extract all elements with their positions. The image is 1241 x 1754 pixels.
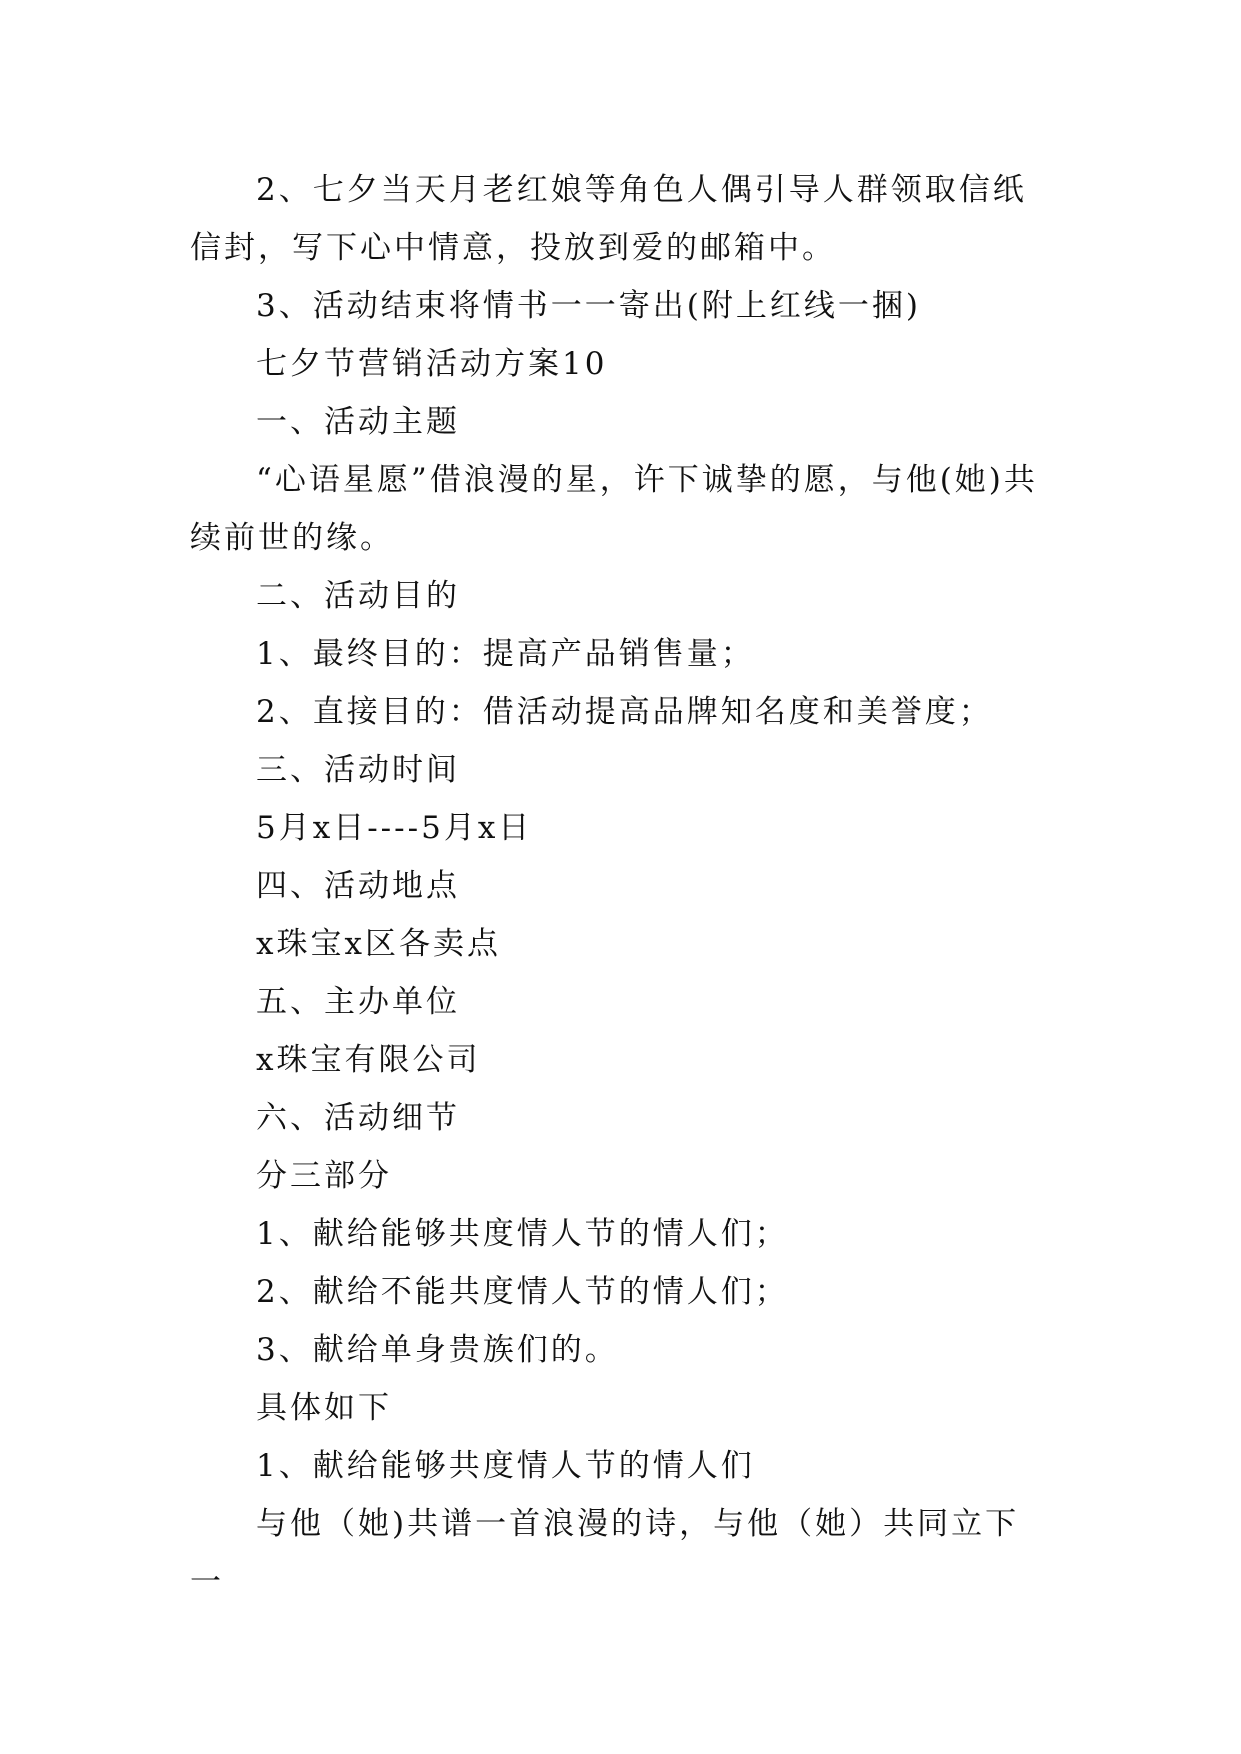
paragraph-theme: “心语星愿”借浪漫的星，许下诚挚的愿，与他(她)共续前世的缘。 [190, 462, 1038, 556]
paragraph-part-1: 1、献给能够共度情人节的情人们； [256, 1216, 789, 1252]
paragraph-1: 3、活动结束将情书一一寄出(附上红线一捆) [256, 288, 921, 324]
paragraph-0: 2、七夕当天月老红娘等角色人偶引导人群领取信纸信封，写下心中情意，投放到爱的邮箱中。 [190, 172, 1027, 266]
paragraph-specifics: 具体如下 [256, 1390, 392, 1426]
paragraph-specific-1-text: 与他（她)共谱一首浪漫的诗，与他（她）共同立下一 [190, 1506, 1020, 1600]
paragraph-part-2: 2、献给不能共度情人节的情人们； [256, 1274, 789, 1310]
section-title: 七夕节营销活动方案10 [256, 346, 608, 382]
heading-details: 六、活动细节 [256, 1100, 460, 1136]
paragraph-location: x珠宝x区各卖点 [256, 926, 501, 962]
paragraph-purpose-2: 2、直接目的：借活动提高品牌知名度和美誉度； [256, 694, 993, 730]
paragraph-parts: 分三部分 [256, 1158, 392, 1194]
heading-organizer: 五、主办单位 [256, 984, 460, 1020]
heading-location: 四、活动地点 [256, 868, 460, 904]
heading-purpose: 二、活动目的 [256, 578, 460, 614]
heading-time: 三、活动时间 [256, 752, 460, 788]
paragraph-purpose-1: 1、最终目的：提高产品销售量； [256, 636, 755, 672]
paragraph-part-3: 3、献给单身贵族们的。 [256, 1332, 619, 1368]
paragraph-organizer: x珠宝有限公司 [256, 1042, 481, 1078]
paragraph-time: 5月x日----5月x日 [256, 810, 533, 846]
heading-theme: 一、活动主题 [256, 404, 460, 440]
paragraph-specific-1: 1、献给能够共度情人节的情人们 [256, 1448, 755, 1484]
